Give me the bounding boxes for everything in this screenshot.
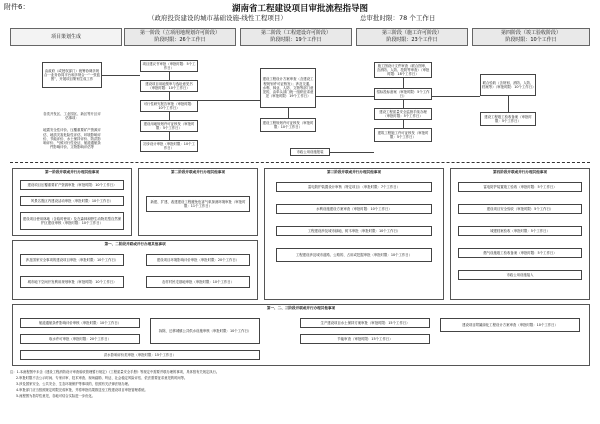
parallel-p3-item: 工程建设涉及城市绿地、树木审批（审批时限：10个工作日）: [276, 226, 432, 236]
connector: [403, 78, 404, 88]
connector: [169, 92, 170, 100]
parallel-panel-phase3-title: 第三阶段并联或并行办理其他事项: [327, 170, 381, 174]
parallel-p1-item: 建设项目压覆重要矿产资源审批（审批时限：10个工作日）: [20, 180, 124, 190]
phase-3-header: [356, 28, 468, 46]
connector: [169, 112, 170, 120]
parallel-p4-item: 燃气设施竣工验收备案（审批时限：5个工作日）: [458, 248, 582, 258]
phase2-planning-permit: 建设工程规划许可证核发（审批时限：10个工作日）: [260, 118, 316, 132]
phase3-drawing-review: 施工图设计文件审查（联合图审，含消防、人防、技防等审查）（审批时限：18个工作日）: [374, 62, 432, 78]
section-divider: [10, 162, 590, 163]
phase3-construction-permit: 建筑工程施工许可证核发（审批时限：5个工作日）: [374, 128, 432, 142]
parallel-p1-item: 风景名胜区内建设活动审批（审批时限：10个工作日）: [20, 196, 124, 206]
phase-4-time: 阶段时限：10个工作日: [505, 36, 557, 43]
planning-box-3: 地震安全性评价、压覆重要矿产资源评估、地质灾害危险性评估、环境影响评价、节能评价、水土保持评价、防洪影响评价、气候可行性论证、航道通航条件影响评价、文物影响评估等: [42, 122, 102, 156]
planning-stage-label: 项目策划生成: [50, 34, 81, 40]
parallel-p123-item: 航道通航条件影响评价审核（审批时限：10个工作日）: [20, 318, 140, 328]
phase-4-name: 第四阶段（竣工验收阶段）: [500, 30, 561, 36]
parallel-p12-item: 农村村民宅基地审批（审批时限：10个工作日）: [146, 276, 250, 288]
phase4-completion-filing: 建设工程竣工验收备案（审批时限：5个工作日）: [480, 112, 536, 126]
phase-1-time: 阶段时限：26个工作日: [154, 36, 206, 43]
parallel-panel-phase12-title: 第一、二阶段并联或并行办理其他事项: [104, 242, 166, 246]
phase-1-name: 第一阶段（立项用地规划许可阶段）: [139, 30, 220, 36]
parallel-p12-item: 涉及国家安全事项的建设项目审批（审批时限：10个工作日）: [20, 254, 124, 266]
total-time: 总审批时限：78 个工作日: [360, 14, 436, 22]
connector: [403, 100, 404, 108]
parallel-panel-phase4-title: 第四阶段并联或并行办理其他事项: [493, 170, 547, 174]
connector: [508, 96, 509, 112]
parallel-p3-item: 水利设施建设方案审查（审批时限：10个工作日）: [276, 204, 432, 214]
page-subtitle: （政府投资建设的城市基础设施-线性工程项目）: [148, 14, 287, 22]
parallel-p12-item: 城市地下空间开发利用规划审批（审批时限：10个工作日）: [20, 276, 124, 288]
connector: [169, 132, 170, 140]
planning-box-2: 各类开发区、工业园区、新区等片区评估事项：: [43, 111, 101, 120]
planning-stage-header: [10, 28, 122, 46]
phase-2-header: [240, 28, 352, 46]
phase-3-name: 第三阶段（施工许可阶段）: [381, 30, 442, 36]
footnote-2: 2.审批时限不含公示时间、专家评审、技术审查、现场踏勘、听证、社会稳定风险评估、依法需要征求意见的时间等。: [16, 376, 188, 380]
phase4-joint-acceptance: 联合验收（含规划、消防、人防、档案等）（审批时限：10个工作日）: [480, 74, 536, 96]
parallel-p2-item: 新建、扩建、改建建设工程避免危害气象探测环境审批（审批时限：11个工作日）: [146, 196, 250, 212]
phase-2-time: 阶段时限：19个工作日: [270, 36, 322, 43]
connector: [198, 100, 260, 101]
planning-box-1: 由政府（或授权部门）统筹协调多规合一业务协同平台和多规合一“一张蓝图”，开展项目策划生成工作: [42, 62, 102, 88]
parallel-p123-item: 生产建设项目水土保持方案审批（审批时限：15个工作日）: [300, 318, 430, 328]
phase-3-time: 阶段时限：23个工作日: [386, 36, 438, 43]
phase-2-name: 第二阶段（工程建设许可阶段）: [260, 30, 331, 36]
phase1-land-planning-permit: 建设用地规划许可证核发（审批时限：5个工作日）: [140, 120, 198, 132]
parallel-panel-phase123-title: 第一、二、三阶段并联或并行办理其他事项: [266, 306, 336, 310]
phase1-proposal-approval: 项目建议书审批（审批时限：5个工作日）: [140, 60, 198, 72]
parallel-p3-item: 工程建设涉及城市道路、公路的、占用或挖掘审批（审批时限：10个工作日）: [276, 248, 432, 262]
phase1-feasibility-study: 可行性研究报告审批（审批时限：10个工作日）: [140, 100, 198, 112]
page-title: 湖南省工程建设项目审批流程指导图: [231, 4, 368, 14]
connector: [330, 152, 374, 153]
parallel-p3-item: 雷电防护装置设计审核（特定项目）（审批时限：7个工作日）: [276, 182, 432, 192]
parallel-panel-phase2-title: 第二阶段并联或并行办理其他事项: [171, 170, 225, 174]
parallel-p1-item: 建设项目使用林地（含临时使用）及在森林和野生动物类型自然保护区建设审核（审批时限：10个工作日）: [20, 212, 124, 230]
parallel-p123-item: 取水许可审批（审批时限：20个工作日）: [20, 334, 140, 344]
phase3-quality-supervision: 建设工程质量安全监督手续办理（审批时限：5个工作日）: [374, 108, 432, 120]
parallel-p123-item: 建设项目附属绿化工程设计方案审查（审批时限：10个工作日）: [440, 318, 580, 332]
parallel-p4-item: 城建档案验收（审批时限：5个工作日）: [458, 226, 582, 236]
parallel-p4-item: 建设项目安全验收（审批时限：5个工作日）: [458, 204, 582, 214]
parallel-p123-item: 拆除、迁移城镇公共供水设施审核（审批时限：10个工作日）: [150, 318, 260, 344]
connector: [403, 120, 404, 128]
parallel-p4-item: 雷电防护装置竣工验收（审批时限：5个工作日）: [458, 182, 582, 192]
parallel-p12-item: 建设项目环境影响评价审批（审批时限：20个工作日）: [146, 254, 250, 266]
footnote-1: 注：1.本流程图中未含《建设工程消防设计审查验收管理暂行规定》《工程质量安全手册》等规定中需要并联办理的事项，具体按有关规定执行。: [10, 370, 220, 374]
footnote-4: 4.审批部门应当按照规定时限完成审批，并将审批结果推送至工程建设项目审批管理系统。: [16, 388, 148, 392]
phase2-design-review: 建设工程设计方案审查（含建设工程规划许可证核发）；涉及交通、水利、林业、人防、文物等部门意见的，由牵头部门统一组织征求意见（审批时限：19个工作日）: [260, 68, 316, 108]
parallel-p123-item: 节能审查（审批时限：15个工作日）: [300, 334, 430, 344]
footnote-5: 5.流程图为指导性意见，各地可结合实际进一步优化。: [16, 394, 95, 398]
connector: [288, 108, 289, 118]
parallel-p123-item: 洪水影响评价类审批（审批时限：15个工作日）: [20, 350, 260, 360]
attachment-label: 附件6：: [4, 3, 30, 11]
parallel-panel-phase12: [12, 240, 258, 300]
parallel-panel-phase1-title: 第一阶段并联或并行办理其他事项: [45, 170, 99, 174]
phase1-site-selection: 建设项目用地预审与选址意见书（审批时限：10个工作日）: [140, 80, 198, 92]
phase1-preliminary-design: 初步设计审批（审批时限：10个工作日）: [140, 140, 198, 152]
connector: [102, 75, 140, 76]
phase2-municipal-utilities: 市政公用设施报装: [290, 148, 330, 156]
connector: [169, 72, 170, 80]
phase-1-header: [124, 28, 236, 46]
parallel-p4-item: 市政公用设施接入: [458, 270, 582, 280]
connector: [432, 96, 480, 97]
phase-4-header: [472, 28, 590, 46]
connector: [316, 96, 374, 97]
phase3-bidding-filing: 招标投标备案（审批时限：5个工作日）: [374, 88, 432, 100]
footnote-3: 3.涉及国家安全、公共安全、生态环境保护等事项的，依照有关法律法规办理。: [16, 382, 132, 386]
